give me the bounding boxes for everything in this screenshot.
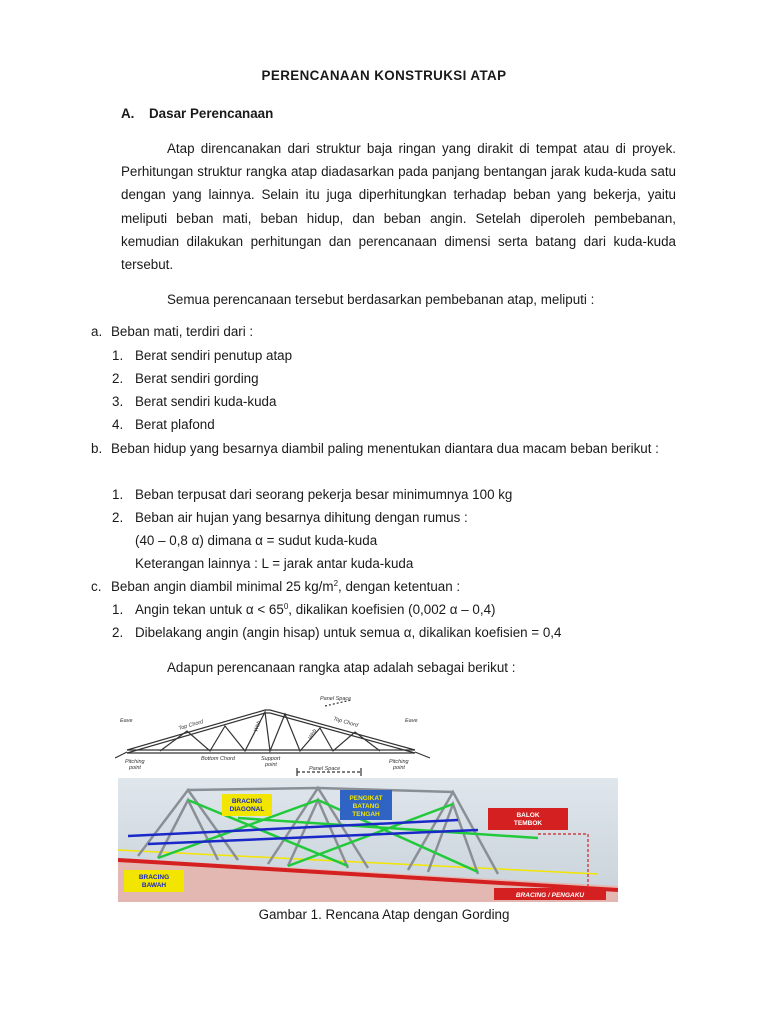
figure-label: BAWAH: [141, 882, 167, 889]
list-item: [112, 485, 512, 505]
figure-label: Eave: [405, 718, 418, 724]
list-number: 1.: [112, 348, 124, 363]
figure-label: TENGAH: [352, 811, 380, 818]
bracing-illustration: [118, 778, 618, 902]
formula-text: (40 – 0,8 α) dimana α = sudut kuda-kuda: [135, 533, 378, 548]
list-item-text: Beban air hujan yang besarnya dihitung dengan rumus :: [135, 510, 468, 525]
list-item-text: Berat sendiri kuda-kuda: [135, 394, 277, 409]
figure-caption: Gambar 1. Rencana Atap dengan Gording: [258, 907, 510, 922]
list-number: 2.: [112, 371, 124, 386]
section-heading: [121, 106, 273, 121]
paragraph-intro: Atap direncanakan dari struktur baja ringan yang dirakit di tempat atau di proyek. Perhitungan struktur rangka atap diadasarkan pada panjang bentangan jarak kuda-kuda satu dengan yang lainnya. Selain itu juga diperhitungkan terhadap beban yang bekerja, yaitu meliputi beban mati, beban hidup, dan beban angin. Setelah diperoleh pembebanan, kemudian dilakukan perhitungan dan perencanaan dimensi serta batang dari kuda-kuda tersebut.: [121, 141, 676, 273]
figure-label: Support: [261, 756, 281, 762]
list-item-text: Berat sendiri gording: [135, 371, 259, 386]
document-title: PERENCANAAN KONSTRUKSI ATAP: [261, 68, 507, 83]
figure-label: Web: [307, 728, 319, 741]
list-label-suffix: , dengan ketentuan :: [338, 579, 461, 594]
list-item: [112, 415, 215, 435]
figure-label: Bottom Chord: [201, 756, 235, 762]
figure-label: point: [393, 765, 405, 771]
figure-label: Top Chord: [332, 716, 359, 729]
list-item-text: Dibelakang angin (angin hisap) untuk semua α, dikalikan koefisien = 0,4: [135, 625, 562, 640]
list-item: [112, 623, 561, 643]
figure-label: DIAGONAL: [229, 806, 265, 813]
note-text: Keterangan lainnya : L = jarak antar kuda-kuda: [135, 556, 414, 571]
figure-label: point: [129, 765, 141, 771]
paragraph-frame-plan: Adapun perencanaan rangka atap adalah sebagai berikut :: [167, 660, 516, 675]
figure-label: BRACING: [138, 874, 170, 881]
list-number: 2.: [112, 510, 124, 525]
list-item: [112, 508, 468, 528]
section-title: Dasar Perencanaan: [149, 106, 274, 121]
list-a-label: [91, 322, 253, 342]
figure-label: Panel Space: [309, 766, 341, 772]
list-label-prefix: Beban angin diambil minimal 25 kg/m: [111, 579, 334, 594]
superscript: 0: [283, 602, 289, 611]
figure-label: BALOK: [516, 812, 540, 819]
list-item: [112, 600, 496, 620]
figure-label: Top Chord: [177, 719, 205, 732]
list-marker: c.: [91, 579, 102, 594]
list-number: 4.: [112, 417, 124, 432]
list-item-text: Beban terpusat dari seorang pekerja besar minimumnya 100 kg: [135, 487, 513, 502]
list-item: [112, 392, 276, 412]
figure-label: PENGIKAT: [349, 795, 383, 802]
eave-right-line: [415, 752, 430, 758]
paragraph-loads: Semua perencanaan tersebut berdasarkan pembebanan atap, meliputi :: [167, 292, 595, 307]
eave-left-line: [115, 752, 127, 758]
list-item-suffix: , dikalikan koefisien (0,002 α – 0,4): [288, 602, 496, 617]
list-number: 1.: [112, 602, 124, 617]
figure-label: BRACING: [231, 798, 263, 805]
list-item-text: Berat plafond: [135, 417, 215, 432]
figure-label: TEMBOK: [513, 820, 543, 827]
figure-label: BATANG: [352, 803, 380, 810]
list-number: 1.: [112, 487, 124, 502]
list-item-text: Berat sendiri penutup atap: [135, 348, 293, 363]
list-number: 2.: [112, 625, 124, 640]
list-item-prefix: Angin tekan untuk α < 65: [135, 602, 284, 617]
list-marker: b.: [91, 441, 103, 456]
figure-label: Pitching: [125, 759, 145, 765]
list-label-text: Beban mati, terdiri dari :: [111, 324, 254, 339]
figure-label: BRACING / PENGAKU: [515, 892, 585, 899]
figure-label: Eave: [120, 718, 133, 724]
truss-diagram: [115, 686, 445, 778]
list-item: [112, 369, 259, 389]
list-item: [112, 346, 292, 366]
list-marker: a.: [91, 324, 103, 339]
figure-label: Web: [253, 720, 263, 733]
figure-label: point: [265, 762, 277, 768]
figure-label: Panel Space: [320, 696, 352, 702]
list-number: 3.: [112, 394, 124, 409]
superscript: 2: [333, 579, 339, 588]
figure-label: Pitching: [389, 759, 409, 765]
list-c-label: [91, 577, 460, 597]
section-label: A.: [121, 106, 135, 121]
list-b-label: [91, 437, 676, 460]
list-label-text: Beban hidup yang besarnya diambil paling menentukan diantara dua macam beban berikut :: [111, 441, 659, 456]
